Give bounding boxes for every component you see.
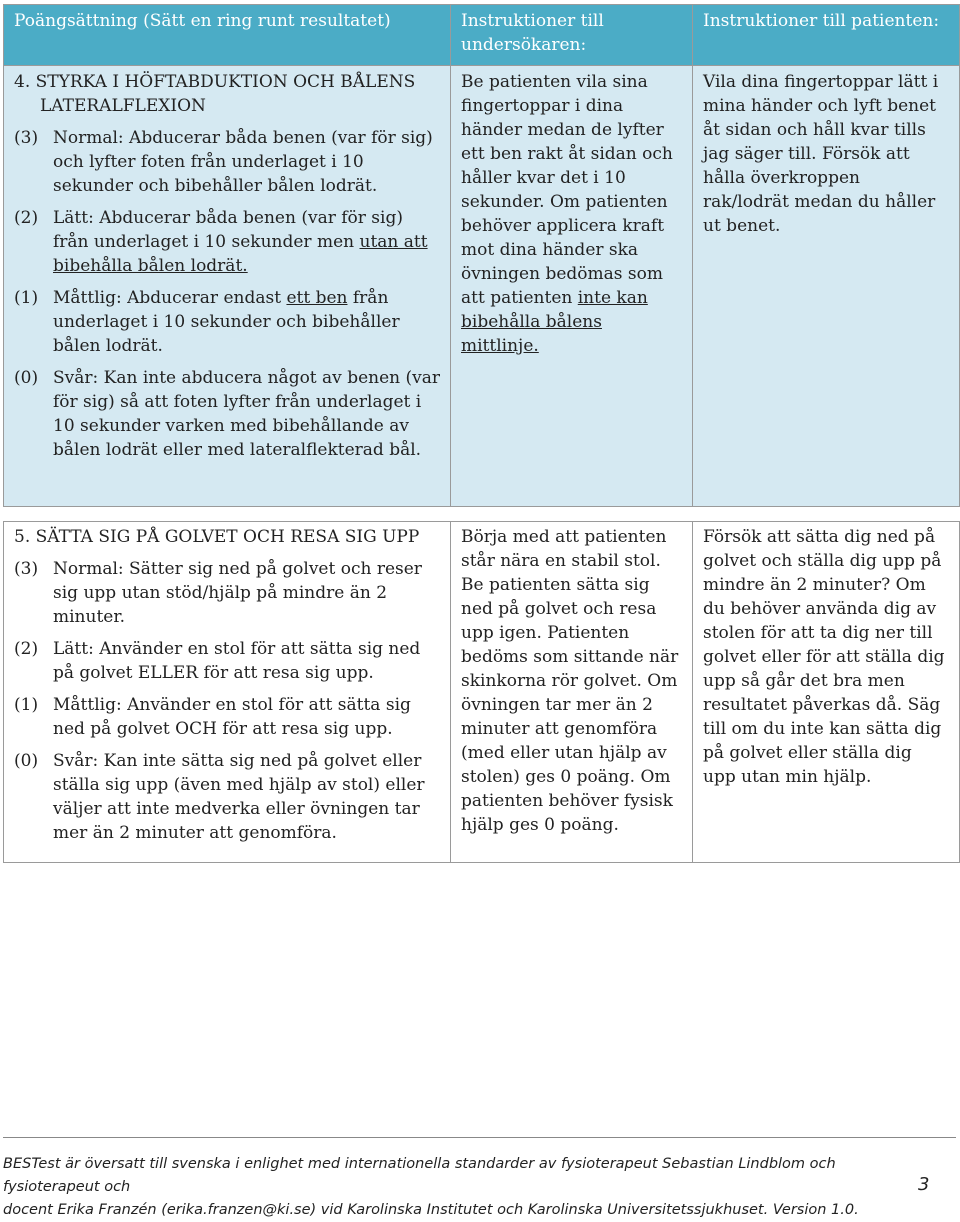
score-label: (0) [14, 751, 39, 771]
score-label: (3) [14, 559, 39, 579]
item5-patient-cell [693, 522, 960, 863]
header-row [4, 5, 960, 66]
score-label: (0) [14, 368, 39, 388]
examiner-text: Be patienten vila sina fingertoppar i dina händer medan de lyfter ett ben rakt åt sidan och håller kvar det i 10 sekunder. Om patienten behöver applicera kraft mot dina händer ska övningen bedömas som att patienten [461, 72, 673, 308]
item5-score-1 [14, 693, 440, 741]
item5-title: 5. SÄTTA SIG PÅ GOLVET OCH RESA SIG UPP [14, 527, 420, 547]
item4-examiner-cell [451, 66, 693, 507]
footer-line-2: docent Erika Franzén (erika.franzen@ki.se) vid Karolinska Institutet och Karolinska Universitetssjukhuset. Version 1.0. [3, 1202, 859, 1218]
score-label: (2) [14, 208, 39, 228]
item4-scoring-cell [4, 66, 451, 507]
score-label: (2) [14, 639, 39, 659]
item5-examiner-text: Börja med att patienten står nära en stabil stol. Be patienten sätta sig ned på golvet och resa upp igen. Patienten bedöms som sittande när skinkorna rör golvet. Om övningen tar mer än 2 minuter att genomföra (med eller utan hjälp av stolen) ges 0 poäng. Om patienten behöver fysisk hjälp ges 0 poäng. [461, 527, 679, 835]
item4-examiner-text [461, 70, 682, 358]
footer-line-1: BESTest är översatt till svenska i enlighet med internationella standarder av fysioterapeut Sebastian Lindblom och fysioterapeut och [3, 1156, 836, 1195]
score-label: (1) [14, 695, 39, 715]
header-patient-instructions: Instruktioner till patienten: [693, 5, 960, 66]
item5-row [4, 522, 960, 863]
score-text: Normal: Abducerar båda benen (var för sig) och lyfter foten från underlaget i 10 sekunder och bibehåller bålen lodrät. [53, 128, 433, 196]
examiner-text-underlined: inte kan bibehålla bålens mittlinje. [461, 288, 648, 356]
header-scoring: Poängsättning (Sätt en ring runt resultatet) [4, 5, 451, 66]
score-text: Svår: Kan inte abducera något av benen (var för sig) så att foten lyfter från underlaget i 10 sekunder varken med bibehållande av bålen lodrät eller med lateralflekterad bål. [53, 368, 440, 460]
spacer [451, 507, 693, 522]
score-text-underlined: utan att bibehålla bålen lodrät. [53, 232, 428, 276]
item5-score-2 [14, 637, 440, 685]
item4-score-1 [14, 286, 440, 358]
score-text: Måttlig: Abducerar endast [53, 288, 287, 308]
score-text: Lätt: Abducerar båda benen (var för sig) från underlaget i 10 sekunder men [53, 208, 403, 252]
item4-patient-cell [693, 66, 960, 507]
item4-score-3 [14, 126, 440, 198]
spacer-row [4, 507, 960, 522]
footer-divider [3, 1137, 956, 1138]
score-text: Normal: Sätter sig ned på golvet och reser sig upp utan stöd/hjälp på mindre än 2 minuter. [53, 559, 422, 627]
score-text: Svår: Kan inte sätta sig ned på golvet eller ställa sig upp (även med hjälp av stol) eller väljer att inte medverka eller övningen tar mer än 2 minuter att genomföra. [53, 751, 425, 843]
header-examiner-instructions: Instruktioner till undersökaren: [451, 5, 693, 66]
item4-title: 4. STYRKA I HÖFTABDUKTION OCH BÅLENS LATERALFLEXION [14, 72, 416, 116]
page-number: 3 [918, 1174, 930, 1195]
spacer [693, 507, 960, 522]
item4-patient-text: Vila dina fingertoppar lätt i mina händer och lyft benet åt sidan och håll kvar tills jag säger till. Försök att hålla överkroppen rak/lodrät medan du håller ut benet. [703, 72, 939, 236]
item5-score-0 [14, 749, 440, 845]
footer [3, 1153, 913, 1222]
item5-scoring-cell [4, 522, 451, 863]
score-text: Lätt: Använder en stol för att sätta sig ned på golvet ELLER för att resa sig upp. [53, 639, 421, 683]
scoring-table [3, 4, 960, 863]
item5-examiner-cell [451, 522, 693, 863]
item5-score-3 [14, 557, 440, 629]
spacer [4, 507, 451, 522]
item4-score-2 [14, 206, 440, 278]
item5-patient-text: Försök att sätta dig ned på golvet och ställa dig upp på mindre än 2 minuter? Om du behöver använda dig av stolen för att ta dig ner till golvet eller för att ställa dig upp så går det bra men resultatet påverkas då. Säg till om du inte kan sätta dig på golvet eller ställa dig upp utan min hjälp. [703, 527, 945, 787]
item4-score-0 [14, 366, 440, 462]
item4-row [4, 66, 960, 507]
score-label: (1) [14, 288, 39, 308]
score-text: Måttlig: Använder en stol för att sätta sig ned på golvet OCH för att resa sig upp. [53, 695, 411, 739]
score-text-underlined: ett ben [286, 288, 348, 308]
score-label: (3) [14, 128, 39, 148]
score-text: från underlaget i 10 sekunder och bibehåller bålen lodrät. [53, 288, 400, 356]
